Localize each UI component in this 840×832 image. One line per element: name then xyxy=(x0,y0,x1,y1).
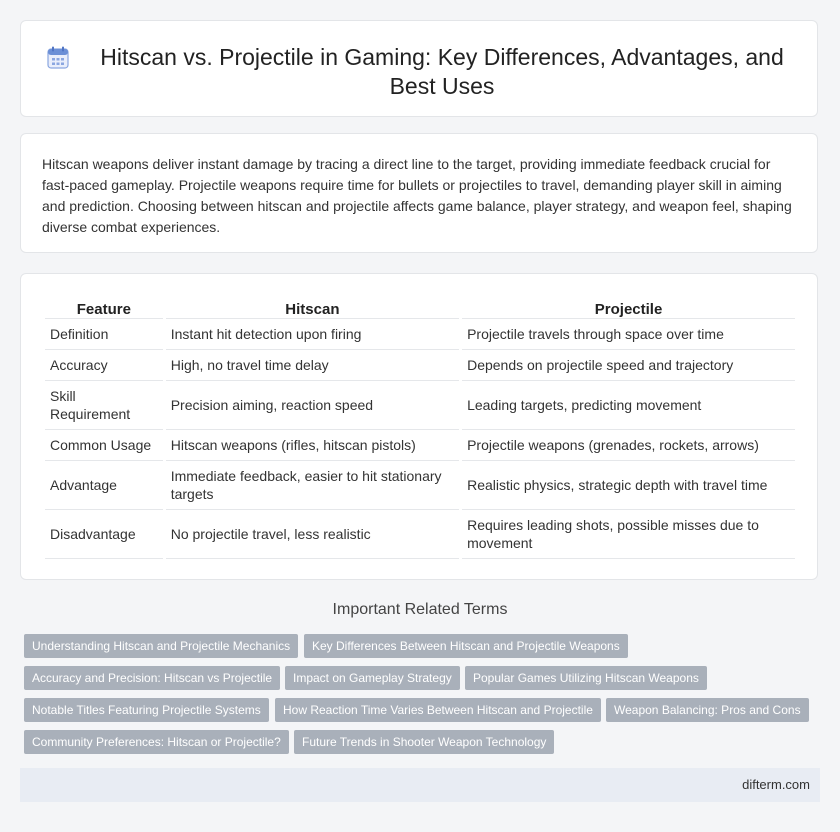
title-card xyxy=(20,20,818,117)
related-term-tag[interactable]: How Reaction Time Varies Between Hitscan and Projectile xyxy=(275,698,601,722)
related-term-tag[interactable]: Understanding Hitscan and Projectile Mechanics xyxy=(24,634,298,658)
column-header-hitscan: Hitscan xyxy=(285,301,340,318)
related-term-tag[interactable]: Key Differences Between Hitscan and Projectile Weapons xyxy=(304,634,628,658)
hitscan-cell: Precision aiming, reaction speed xyxy=(166,381,459,430)
site-link[interactable]: difterm.com xyxy=(742,777,810,792)
projectile-cell: Realistic physics, strategic depth with travel time xyxy=(462,461,795,510)
related-term-tag[interactable]: Impact on Gameplay Strategy xyxy=(285,666,460,690)
table-row xyxy=(45,430,795,461)
table-header-row xyxy=(45,295,795,318)
feature-cell: Common Usage xyxy=(45,430,163,461)
related-term-tag[interactable]: Community Preferences: Hitscan or Projectile? xyxy=(24,730,289,754)
comparison-table xyxy=(42,295,798,559)
related-term-tag[interactable]: Popular Games Utilizing Hitscan Weapons xyxy=(465,666,707,690)
comparison-card xyxy=(20,273,818,580)
calendar-icon xyxy=(47,46,69,70)
related-term-tag[interactable]: Notable Titles Featuring Projectile Systems xyxy=(24,698,269,722)
intro-paragraph: Hitscan weapons deliver instant damage by tracing a direct line to the target, providing immediate feedback crucial for fast-paced gameplay. Projectile weapons require time for bullets or projectiles to travel, demanding player skill in aiming and prediction. Choosing between hitscan and projectile affects game balance, player strategy, and weapon feel, shaping diverse combat experiences. xyxy=(42,156,792,235)
feature-cell: Disadvantage xyxy=(45,510,163,559)
hitscan-cell: No projectile travel, less realistic xyxy=(166,510,459,559)
hitscan-cell: Hitscan weapons (rifles, hitscan pistols) xyxy=(166,430,459,461)
hitscan-cell: High, no travel time delay xyxy=(166,350,459,381)
column-header-feature: Feature xyxy=(76,301,131,318)
projectile-cell: Leading targets, predicting movement xyxy=(462,381,795,430)
feature-cell: Skill Requirement xyxy=(45,381,163,430)
footer xyxy=(20,768,820,802)
projectile-cell: Projectile weapons (grenades, rockets, arrows) xyxy=(462,430,795,461)
projectile-cell: Depends on projectile speed and trajectory xyxy=(462,350,795,381)
hitscan-cell: Instant hit detection upon firing xyxy=(166,318,459,350)
feature-cell: Definition xyxy=(45,318,163,350)
related-term-tag[interactable]: Future Trends in Shooter Weapon Technology xyxy=(294,730,554,754)
table-row xyxy=(45,350,795,381)
related-terms-heading: Important Related Terms xyxy=(332,601,508,618)
intro-card xyxy=(20,133,818,253)
projectile-cell: Requires leading shots, possible misses due to movement xyxy=(462,510,795,559)
related-term-tag[interactable]: Accuracy and Precision: Hitscan vs Projectile xyxy=(24,666,280,690)
hitscan-cell: Immediate feedback, easier to hit stationary targets xyxy=(166,461,459,510)
table-row xyxy=(45,381,795,430)
table-row xyxy=(45,461,795,510)
projectile-cell: Projectile travels through space over time xyxy=(462,318,795,350)
related-term-tag[interactable]: Weapon Balancing: Pros and Cons xyxy=(606,698,809,722)
table-row xyxy=(45,510,795,559)
table-row xyxy=(45,318,795,350)
page-title: Hitscan vs. Projectile in Gaming: Key Differences, Advantages, and Best Uses xyxy=(100,44,784,99)
feature-cell: Accuracy xyxy=(45,350,163,381)
feature-cell: Advantage xyxy=(45,461,163,510)
column-header-projectile: Projectile xyxy=(594,301,663,318)
